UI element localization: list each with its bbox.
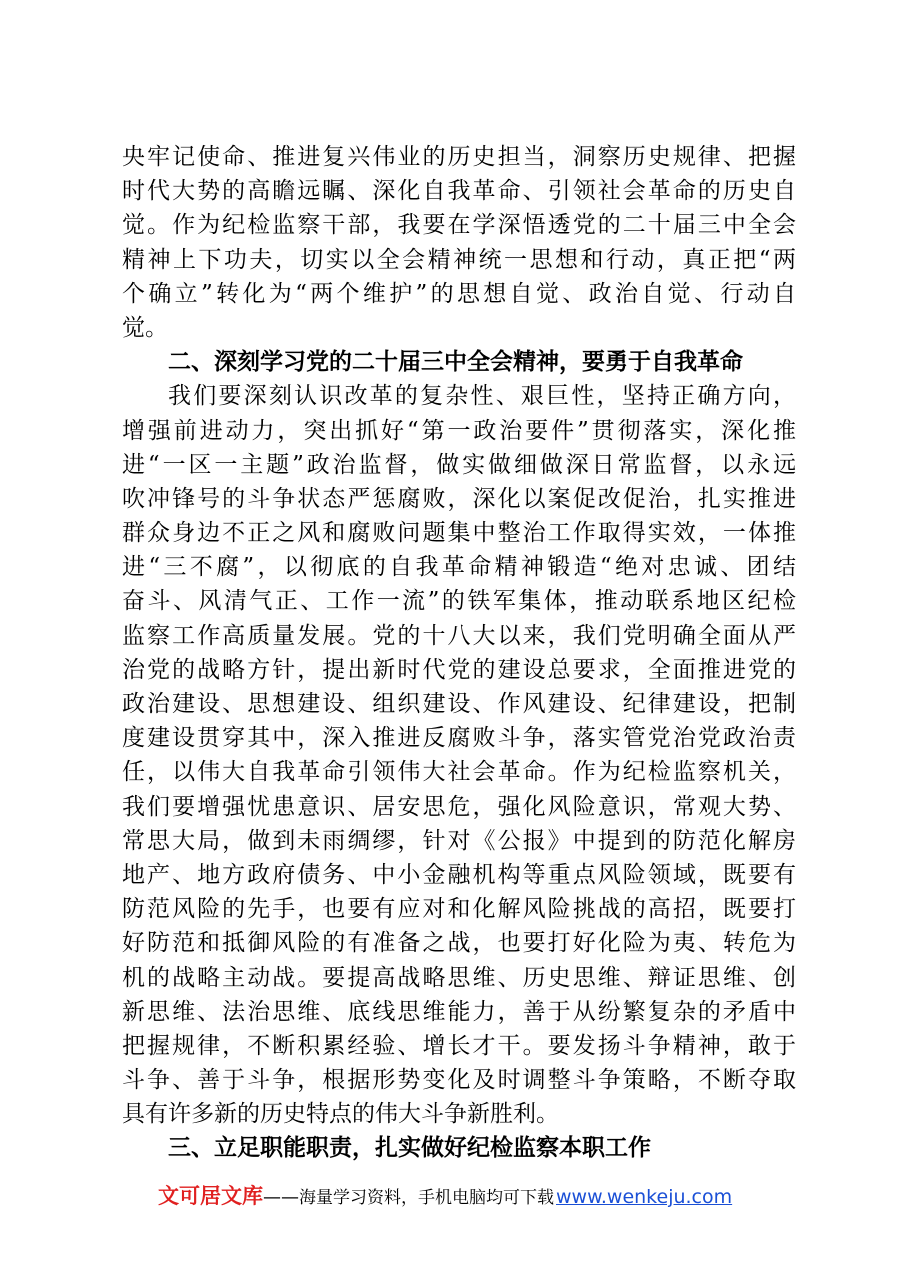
text-line: 我们要深刻认识改革的复杂性、艰巨性，坚持正确方向， xyxy=(168,383,796,410)
section-heading-3: 三、立足职能职责，扎实做好纪检监察本职工作 xyxy=(168,1135,651,1162)
text-line: 群众身边不正之风和腐败问题集中整治工作取得实效，一体推 xyxy=(122,520,796,547)
text-line: 新思维、法治思维、底线思维能力，善于从纷繁复杂的矛盾中 xyxy=(122,998,796,1025)
text-line: 觉。 xyxy=(122,314,168,341)
text-line: 增强前进动力，突出抓好“第一政治要件”贯彻落实，深化推 xyxy=(122,417,796,444)
text-line: 好防范和抵御风险的有准备之战，也要打好化险为夷、转危为 xyxy=(122,930,796,957)
text-line: 机的战略主动战。要提高战略思维、历史思维、辩证思维、创 xyxy=(122,964,796,991)
text-line: 进“三不腐”，以彻底的自我革命精神锻造“绝对忠诚、团结 xyxy=(122,554,796,581)
text-line: 常思大局，做到未雨绸缪，针对《公报》中提到的防范化解房 xyxy=(122,827,796,854)
footer-slogan: 海量学习资料，手机电脑均可下载 xyxy=(299,1188,554,1208)
text-line: 时代大势的高瞻远瞩、深化自我革命、引领社会革命的历史自 xyxy=(122,178,796,205)
footer-banner xyxy=(158,1181,732,1211)
section-heading-2: 二、深刻学习党的二十届三中全会精神，要勇于自我革命 xyxy=(168,349,743,376)
text-line: 斗争、善于斗争，根据形势变化及时调整斗争策略，不断夺取 xyxy=(122,1067,796,1094)
footer-dash: —— xyxy=(263,1187,299,1208)
footer-url-link[interactable]: www.wenkeju.com xyxy=(556,1186,733,1208)
paragraph-2 xyxy=(122,379,796,1131)
text-line: 进“一区一主题”政治监督，做实做细做深日常监督，以永远 xyxy=(122,451,796,478)
text-line: 精神上下功夫，切实以全会精神统一思想和行动，真正把“两 xyxy=(122,246,796,273)
text-line: 防范风险的先手，也要有应对和化解风险挑战的高招，既要打 xyxy=(122,896,796,923)
text-line: 吹冲锋号的斗争状态严惩腐败，深化以案促改促治，扎实推进 xyxy=(122,485,796,512)
text-line: 任，以伟大自我革命引领伟大社会革命。作为纪检监察机关， xyxy=(122,759,796,786)
text-line: 个确立”转化为“两个维护”的思想自觉、政治自觉、行动自 xyxy=(122,280,796,307)
text-line: 央牢记使命、推进复兴伟业的历史担当，洞察历史规律、把握 xyxy=(122,144,796,170)
text-line: 具有许多新的历史特点的伟大斗争新胜利。 xyxy=(122,1101,559,1128)
text-line: 把握规律，不断积累经验、增长才干。要发扬斗争精神，敢于 xyxy=(122,1032,796,1059)
text-line: 政治建设、思想建设、组织建设、作风建设、纪律建设，把制 xyxy=(122,691,796,717)
paragraph-1 xyxy=(122,140,796,345)
text-line: 觉。作为纪检监察干部，我要在学深悟透党的二十届三中全会 xyxy=(122,212,796,239)
text-line: 我们要增强忧患意识、居安思危，强化风险意识，常观大势、 xyxy=(122,793,796,820)
text-line: 地产、地方政府债务、中小金融机构等重点风险领域，既要有 xyxy=(122,861,796,888)
text-line: 治党的战略方针，提出新时代党的建设总要求，全面推进党的 xyxy=(122,656,796,683)
text-line: 度建设贯穿其中，深入推进反腐败斗争，落实管党治党政治责 xyxy=(122,725,796,752)
text-line: 奋斗、风清气正、工作一流”的铁军集体，推动联系地区纪检 xyxy=(122,588,796,615)
footer-brand: 文可居文库 xyxy=(158,1184,263,1208)
document-body xyxy=(122,140,796,1166)
text-line: 监察工作高质量发展。党的十八大以来，我们党明确全面从严 xyxy=(122,622,796,649)
